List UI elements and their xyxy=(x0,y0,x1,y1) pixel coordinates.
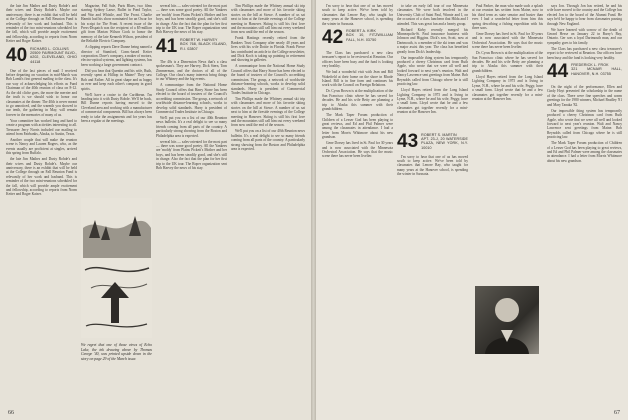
right-column-2 xyxy=(397,4,468,404)
right-column-1 xyxy=(322,4,393,404)
column-text: Dr. Cyrus Brown is at the multiplication of the San Francisco clinic where he has served for decades. He and his wife Betty are planning a trip to Alaska this summer with their grandchildren. xyxy=(322,89,393,112)
secretary-address: BOX 10, FITZWILLIAM FALL, N.H. 03750 xyxy=(346,33,393,42)
echo-lake-drawing xyxy=(81,198,152,338)
page-number-right: 67 xyxy=(614,410,620,416)
column-text: The Mark Taper Forum production of Children of a Lesser God has been playing to great reviews, and Ed and Phil Palmer were among the classmates in attendance. I had a letter from Morris Whitmore about his new grandson. xyxy=(322,113,393,140)
column-text: A communique from the National Home Study Council offers that Harry Stone has been elected to the board of trustees of the Council's accrediting commission. The group, a network of worldwide distance-learning schools, works to develop solid standards. Harry is president of Commercial Trades Institute in Chicago. xyxy=(156,83,227,114)
column-text: A clipping reports Dave Dunne being named a director of Stamford, Conn.-based Keiter corporation. Dave's company, a maker of motors, electro-optical systems, and lighting systems, has been working a large government contract. xyxy=(81,45,152,67)
column-text: One of the last pieces of mail I received before departing on vacation in mid-March was Bob Lamb's first general mailing to the class. It's our way of acknowledging his efforts as Fund Chairman of the 40th reunion of class on 8-12. As the old cliche goes, the more the merrier and the truth is we should wish to honor our classmates at the dinner. The 40th is never meant to go unnoticed, and the warmth you showed to our tenth, the gathering in May, will remain forever in the memories of many of us. xyxy=(6,68,77,117)
left-column-1 xyxy=(6,4,77,404)
ink-drawing xyxy=(81,198,152,338)
column-text: the late Jim Mathes and Dusty Rohde's and their wives and Dusty Rohde's. Maybe our anniversary, there is an exhibit that will be held at the College through on Fall Reunion Fund is relevantly of her work and hasband. This is reminder of the two mini-reunions scheduled for the fall, which will provide ample excitement and fellowship, according to reports from Norm Ketter and Roger Kaiser. xyxy=(6,4,77,44)
class-heading-40 xyxy=(6,44,77,66)
column-text: I'm sorry to hear that one of us has moved south to keep active. We've been told by classmates that Lenore Bay, who taught for many years at the Hanover school, is spending the winter in Sarasota. xyxy=(322,4,393,26)
column-text: several hits — sales-oriented for the most part — there was some good poetry. All the Yankees are 'moldy' from Plains Pickett's Mother and her boys, and has been steadily good, and she's still in charge. Also the fact that the plan for her first trip to the UK tour. The Roper organization sent Bob Harvey the news of his stay. xyxy=(156,139,227,170)
column-text: Lloyd Hayes retired from the Long Island Lighting Company in 1975 and is living in Lyme, N.H., where he and his wife, Peggy, have a small farm. Lloyd wrote that he and a few classmates got together recently for a mini-reunion at the Hanover Inn. xyxy=(397,88,468,115)
column-text: to take an early fall tour of our Minnesota classmates. We were both involved in the University Club of Saint Paul, Winnie and I, on the occasion of a class luncheon that Hilda and I attended. This was great fun and a hearty group. xyxy=(397,4,468,26)
secretary-name: ROBERT S. MARTIN xyxy=(421,132,457,137)
class-number: 44 xyxy=(547,61,569,83)
class-heading-42 xyxy=(322,29,393,47)
column-text: We'll put you on a list of our 40th Reunion news bulletin. It's a real delight to see so many friends coming from all parts of the country. A particularly strong showing from the Boston and Philadelphia area is expected. xyxy=(231,129,305,151)
column-text: The 40s is a Dimension News that's a class spokesman's. They are Harvey, Dick Stern, Tom Zimmerman, and the doctors of all of the College. Our class's many interests bring things to our Whitney and the big events. xyxy=(156,59,227,82)
column-text: The Class has purchased a new class treasurer's report to be reviewed at Reunion. Our officers have been busy and the fund is looking very healthy. xyxy=(322,51,393,69)
secretary-address: 321 MCNAIR HALL, HANOVER, N.H. 03755 xyxy=(571,67,622,76)
right-column-4 xyxy=(547,4,622,404)
column-text: We'll have a cruise to the Caribbean. I'm heading into it with Dusty Rohde. We'll be back, Bill Dunne reports having moved to the Cleveland area and working with a manufacturer of commercial components. Bill has always been ready to take the assignments and for years has been a regular at the meetings. xyxy=(81,92,152,123)
column-text: A communique from the National Home Study Council offers that Harry Stone has been elected to the board of trustees of the Council's accrediting commission. The group, a network of worldwide distance-learning schools, works to develop solid standards. Harry is president of Commercial Trades Institute in Chicago. xyxy=(231,64,305,95)
secretary-name: FREDERICK L. FROK xyxy=(571,63,609,68)
column-text: Magazine, Fall Sale, Paris Blues, two films starring Sydney Larue, Bullet in Pond Taylor, and War and Whistle, and The Front. Charlie Harnitt had his show nominated for an Oscar for his script for The Front. A recent issue of the Press-Dispatch was the recipient of a $5-million gift from Marian Wilson Cook to honor the memory of the late Kenneth Wilson, president of the Reliable Electric Company. xyxy=(81,4,152,44)
column-text: Another couple that will make the reunion scene is Nancy and Lauren Rogers, who, as the events usually are proficient at singles, arrived this spring from Buffalo. xyxy=(6,137,77,156)
column-text: I'm sorry to hear that one of us has moved south to keep active. We've been told by classmates that Lenore Bay, who taught for many years at the Hanover school, is spending the winter in Sarasota. xyxy=(397,154,468,177)
column-text: Dr. Cyrus Brown is at the multiplication of the San Francisco clinic where he has served for decades. He and his wife Betty are planning a trip to Alaska this summer with their grandchildren. xyxy=(472,51,543,73)
column-text: Our impossible thing system has temporarily produced a cheery Christmas card from Ruth Apple, who wrote that we were all well and looked forward to next year's reunion. Walt and Nancy Lawrence sent greetings from Maine. Bob Reynolds called from Chicago where he is still practicing law. xyxy=(547,108,622,140)
secretary-address: 20509 FAIRMOUNT BLVD., #202, CLEVELAND, OHIO 44118 xyxy=(30,51,77,64)
secretary-name: RICHARD L. COLLINS xyxy=(30,46,69,51)
column-text: Did you hear that Quentin and his wife, Ruth, recently spent at Hilltop in Maine? They saw Bob and Esther. All in great shape and as happy as ever and keep each other's company in good spirits. xyxy=(81,68,152,91)
column-text: Frank Hastings recently retired from the Bankers Trust Company after nearly 40 years and lives with his wife Dottie in Florida. Frank Pierce has contributed an article to the College newsletter, and Dick Koch is taking up painting in retirement and showing in galleries. xyxy=(231,36,305,63)
column-text: Richard Kirby recently merged his Minneapolis-St. Paul insurance business with Johnson and Higgins. Dick's son, Scott, now at Dartmouth, is a member of the ski team and was a major assist this year. The class has benefited greatly from Dick's leadership. xyxy=(397,27,468,54)
column-text: the late Jim Mathes and Dusty Rohde's and their wives and Dusty Rohde's. Maybe our anniversary, there is an exhibit that will be held at the College through on Fall Reunion Fund is relevantly of her work and hasband. This is reminder of the two mini-reunions scheduled for the fall, which will provide ample excitement and fellowship, according to reports from Norm Ketter and Roger Kaiser. xyxy=(6,157,77,197)
class-number: 40 xyxy=(6,44,28,66)
column-text: Lloyd Hayes retired from the Long Island Lighting Company in 1975 and is living in Lyme, N.H., where he and his wife, Peggy, have a small farm. Lloyd wrote that he and a few classmates got together recently for a mini-reunion at the Hanover Inn. xyxy=(472,74,543,101)
column-text: says Jon. Through Jon has retired, he and his wife have moved to the country and the College has elected Jon to the board of the Alumni Fund. He says he'd be happy to hear from classmates passing through New England. xyxy=(547,4,622,26)
secretary-name: ROBERT A. KIRK xyxy=(346,29,376,34)
class-heading-44 xyxy=(547,63,622,81)
secretary-name: ROBERT W. HARVEY xyxy=(180,37,218,42)
classmate-portrait-photo xyxy=(475,286,539,354)
column-text: The Class has purchased a new class treasurer's report to be reviewed at Reunion. Our officers have been busy and the fund is looking very healthy. xyxy=(547,46,622,60)
class-number: 41 xyxy=(156,35,178,57)
drawing-caption: We regret that one of those views of Echo Lake, the ink drawing above by Thomas George '40, was printed upside down in the story on page 29 of the March issue. xyxy=(81,343,152,361)
left-column-4 xyxy=(231,4,305,404)
secretary-address: BOX 768, BLACK ISLAND, R.I. 02807 xyxy=(180,42,227,51)
class-heading-41 xyxy=(156,35,227,57)
column-text: The Mark Taper Forum production of Children of a Lesser God has been playing to great reviews, and Ed and Phil Palmer were among the classmates in attendance. I had a letter from Morris Whitmore about his new grandson. xyxy=(547,141,622,163)
column-text: Our impossible thing system has temporarily produced a cheery Christmas card from Ruth Apple, who wrote that we were all well and looked forward to next year's reunion. Walt and Nancy Lawrence sent greetings from Maine. Bob Reynolds called from Chicago where he is still practicing law. xyxy=(397,55,468,87)
left-column-2 xyxy=(81,4,152,196)
right-page xyxy=(316,0,628,420)
class-number: 43 xyxy=(397,130,419,152)
column-text: several hits — sales-oriented for the most part — there was some good poetry. All the Yankees are 'moldy' from Plains Pickett's Mother and her boys, and has been steadily good, and she's still in charge. Also the fact that the plan for her first trip to the UK tour. The Roper organization sent Bob Harvey the news of his stay. xyxy=(156,4,227,35)
column-text: Gene Dorsey has lived in St. Paul for 30 years and is now associated with the Minnesota Orchestral Association. He says that the music scene there has never been livelier. xyxy=(322,141,393,159)
secretary-address: APT. 23-J, 20 WATERSIDE PLAZA, NEW YORK, N.Y. 10010 xyxy=(421,136,468,150)
portrait-image xyxy=(475,286,539,354)
column-text: Tim Phillips made the Whitney annual ski trip with classmates and more of his favorite skiing stories on the hill at Stowe. A number of us sat next to him at the fireside evenings of the College meeting in Hanover. Skiing is still his first love and the mountains still call him out every weekend from now until the end of the season. xyxy=(231,96,305,128)
left-column-3 xyxy=(156,4,227,404)
column-text: Paul Parker, the man who made such a splash at our reunion has written from Maine, now in his third term as state senator and busier than ever. I had a wonderful letter from him this spring describing a fishing expedition with his three sons. xyxy=(472,4,543,31)
column-text: We had a wonderful visit with Jean and Bill Wakefield at their home on the shore in Rhode Island. Bill is in fine form and continues his work with the Council on Foreign Relations. xyxy=(322,70,393,88)
column-text: On the night of the performance, Ellen and Cindy Hoyt presented the scholarship in the name of the class. There were fine speeches and warm greetings for the 1980 winners, Michael Bradley '81 and Mary Tanaka '82. xyxy=(547,85,622,107)
class-number: 42 xyxy=(322,27,344,49)
class-heading-43 xyxy=(397,130,468,152)
column-text: We have learned with sorrow of the death of Gerard Hesse on January 22 in Barry's Bay, Ontario. Ger was a loyal Dartmouth man, and our sympathy goes to his family. xyxy=(547,27,622,45)
left-page xyxy=(0,0,311,420)
page-number-left: 66 xyxy=(8,410,14,416)
column-text: Tim Phillips made the Whitney annual ski trip with classmates and more of his favorite skiing stories on the hill at Stowe. A number of us sat next to him at the fireside evenings of the College meeting in Hanover. Skiing is still his first love and the mountains still call him out every weekend from now until the end of the season. xyxy=(231,4,305,35)
column-text: Your committee has worked long and hard to create a program with activities interesting to all. Treasurer Jerry Norris included our mailing to attend from Fairbanks, Alaska, to Austin, Texas. xyxy=(6,118,77,136)
column-text: Gene Dorsey has lived in St. Paul for 30 years and is now associated with the Minnesota Orchestral Association. He says that the music scene there has never been livelier. xyxy=(472,32,543,50)
column-text: We'll put you on a list of our 40th Reunion news bulletin. It's a real delight to see so many friends coming from all parts of the country. A particularly strong showing from the Boston and Philadelphia area is expected. xyxy=(156,115,227,138)
drawing-caption-area xyxy=(81,340,152,380)
